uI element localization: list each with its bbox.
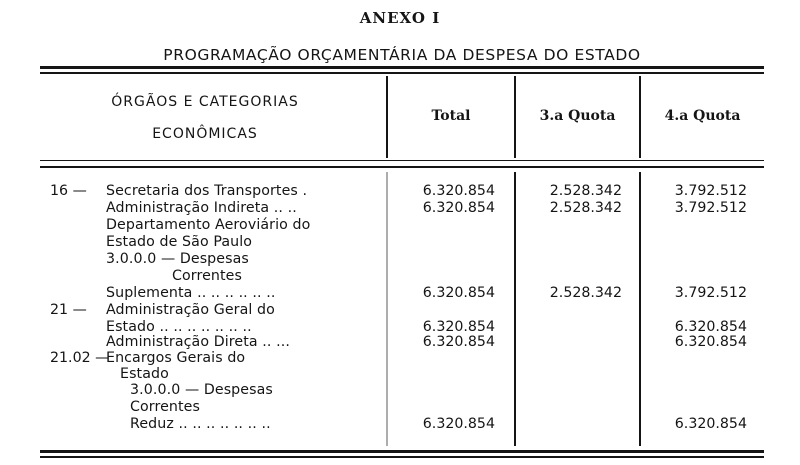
bottom-rule-thin	[40, 456, 764, 458]
header-quota4: 4.a Quota	[664, 108, 741, 124]
row-total: 6.320.854	[422, 285, 495, 301]
row-description: Suplementa .. .. .. .. .. ..	[106, 285, 276, 301]
header-total: Total	[431, 108, 471, 124]
row-description: Estado de São Paulo	[106, 234, 253, 250]
table-row	[0, 268, 800, 284]
row-description: 3.0.0.0 — Despesas	[106, 251, 249, 267]
table-row	[0, 399, 800, 415]
header-orgaos-line1: ÓRGÃOS E CATEGORIAS	[111, 94, 299, 110]
row-code: 16 —	[50, 183, 87, 199]
table-row	[0, 366, 800, 382]
row-quota4: 6.320.854	[674, 319, 747, 335]
row-description: 3.0.0.0 — Despesas	[130, 382, 273, 398]
table-row	[0, 251, 800, 267]
row-quota4: 3.792.512	[674, 285, 747, 301]
header-rule-lower	[40, 166, 764, 168]
row-total: 6.320.854	[422, 200, 495, 216]
row-description: Correntes	[172, 268, 242, 284]
row-description: Departamento Aeroviário do	[106, 217, 311, 233]
row-description: Reduz .. .. .. .. .. .. ..	[130, 416, 271, 432]
header-orgaos-line2: ECONÔMICAS	[152, 126, 258, 142]
row-total: 6.320.854	[422, 416, 495, 432]
table-row	[0, 319, 800, 335]
table-row	[0, 285, 800, 301]
annex-title: ANEXO I	[359, 9, 441, 27]
table-row	[0, 183, 800, 199]
row-quota4: 6.320.854	[674, 334, 747, 350]
header-quota3: 3.a Quota	[539, 108, 616, 124]
header-rule-upper	[40, 160, 764, 161]
row-description: Administração Direta .. ...	[106, 334, 290, 350]
table-row	[0, 234, 800, 250]
bottom-rule-thick	[40, 450, 764, 453]
row-description: Encargos Gerais do	[106, 350, 246, 366]
row-total: 6.320.854	[422, 183, 495, 199]
row-code: 21 —	[50, 302, 87, 318]
row-quota3: 2.528.342	[549, 200, 622, 216]
row-description: Administração Geral do	[106, 302, 275, 318]
table-row	[0, 350, 800, 366]
table-row	[0, 302, 800, 318]
top-rule-thick	[40, 66, 764, 69]
document-title: PROGRAMAÇÃO ORÇAMENTÁRIA DA DESPESA DO ESTADO	[163, 46, 641, 64]
row-description: Estado	[120, 366, 169, 382]
table-row	[0, 334, 800, 350]
row-total: 6.320.854	[422, 319, 495, 335]
row-code: 21.02 —	[50, 350, 110, 366]
table-row	[0, 200, 800, 216]
row-description: Estado .. .. .. .. .. .. ..	[106, 319, 252, 335]
row-quota3: 2.528.342	[549, 183, 622, 199]
top-rule-thin	[40, 72, 764, 74]
row-quota4: 3.792.512	[674, 200, 747, 216]
row-description: Administração Indireta .. ..	[106, 200, 297, 216]
row-description: Correntes	[130, 399, 200, 415]
row-description: Secretaria dos Transportes .	[106, 183, 308, 199]
row-quota4: 3.792.512	[674, 183, 747, 199]
table-row	[0, 382, 800, 398]
table-row	[0, 217, 800, 233]
row-quota4: 6.320.854	[674, 416, 747, 432]
row-quota3: 2.528.342	[549, 285, 622, 301]
table-row	[0, 416, 800, 432]
row-total: 6.320.854	[422, 334, 495, 350]
